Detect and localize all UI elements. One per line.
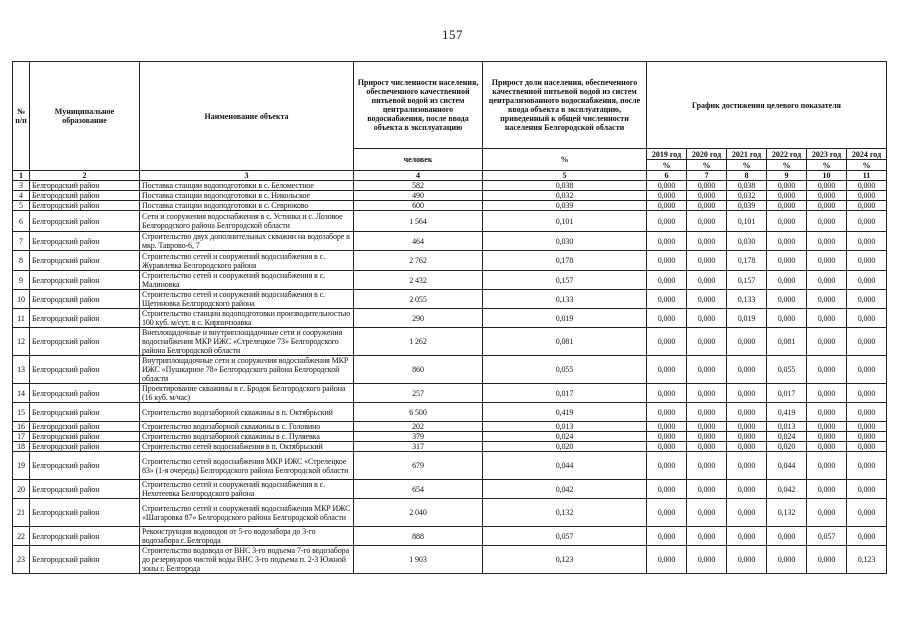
year-value-cell: 0,178 [727,251,767,271]
year-value-cell: 0,000 [687,251,727,271]
population-share-cell: 0,132 [483,499,647,527]
population-growth-cell: 317 [354,442,483,452]
row-number: 18 [13,442,30,452]
row-number: 9 [13,271,30,290]
population-growth-cell: 202 [354,422,483,432]
year-value-cell: 0,000 [687,181,727,191]
year-value-cell: 0,000 [767,201,807,211]
table-row [13,191,887,201]
municipality-cell: Белгородский район [30,403,140,422]
population-share-cell: 0,133 [483,290,647,309]
population-share-cell: 0,081 [483,328,647,356]
population-growth-cell: 888 [354,527,483,546]
year-value-cell: 0,000 [847,452,887,480]
year-value-cell: 0,000 [847,309,887,328]
table-row [13,290,887,309]
year-value-cell: 0,000 [647,403,687,422]
year-value-cell: 0,000 [727,432,767,442]
municipality-cell: Белгородский район [30,191,140,201]
column-number: 6 [647,171,687,181]
year-value-cell: 0,000 [847,191,887,201]
header-year: 2023 год [807,149,847,160]
municipality-cell: Белгородский район [30,384,140,403]
object-name-cell: Строительство сетей и сооружений водоснабжения в с. Нехотеевка Белгородского района [140,480,354,499]
year-value-cell: 0,000 [807,422,847,432]
year-value-cell: 0,000 [847,232,887,251]
population-share-cell: 0,419 [483,403,647,422]
year-value-cell: 0,000 [847,527,887,546]
column-number: 2 [30,171,140,181]
table-row [13,356,887,384]
object-name-cell: Строительство сетей и сооружений водоснабжения в с. Щетиновка Белгородского района [140,290,354,309]
header-population-growth: Прирост численности населения, обеспеченного качественной питьевой водой из систем централизованного водоснабжения, после ввода объекта в эксплуатацию [354,62,483,149]
year-value-cell: 0,000 [767,546,807,574]
table-row [13,403,887,422]
year-value-cell: 0,000 [647,232,687,251]
target-indicator-table [12,61,887,574]
year-value-cell: 0,024 [767,432,807,442]
row-number: 7 [13,232,30,251]
year-value-cell: 0,000 [647,191,687,201]
year-value-cell: 0,000 [767,527,807,546]
year-value-cell: 0,000 [647,309,687,328]
row-number: 8 [13,251,30,271]
row-number: 12 [13,328,30,356]
year-value-cell: 0,000 [687,452,727,480]
year-value-cell: 0,000 [847,328,887,356]
header-unit-percent: % [483,149,647,171]
year-value-cell: 0,000 [687,422,727,432]
year-value-cell: 0,000 [847,432,887,442]
object-name-cell: Внеплощадочные и внутриплощадочные сети и сооружения водоснабжения МКР ИЖС «Стрелецкое 73» Белгородского района Белгородской области [140,328,354,356]
object-name-cell: Строительство сетей водоснабжения МКР ИЖС «Стрелецкое 83» (1-я очередь) Белгородского района Белгородской области [140,452,354,480]
object-name-cell: Строительство водозаборной скважины в с. Пуляевка [140,432,354,442]
year-value-cell: 0,000 [687,384,727,403]
year-value-cell: 0,000 [767,251,807,271]
row-number: 22 [13,527,30,546]
municipality-cell: Белгородский район [30,201,140,211]
column-number: 7 [687,171,727,181]
object-name-cell: Строительство сетей и сооружений водоснабжения в с. Малиновка [140,271,354,290]
year-value-cell: 0,000 [687,191,727,201]
year-value-cell: 0,000 [687,499,727,527]
year-value-cell: 0,000 [767,211,807,232]
population-share-cell: 0,019 [483,309,647,328]
column-number: 1 [13,171,30,181]
row-number: 21 [13,499,30,527]
year-value-cell: 0,000 [687,271,727,290]
population-share-cell: 0,020 [483,442,647,452]
year-value-cell: 0,057 [807,527,847,546]
population-share-cell: 0,032 [483,191,647,201]
population-growth-cell: 860 [354,356,483,384]
population-share-cell: 0,123 [483,546,647,574]
table-row [13,384,887,403]
year-value-cell: 0,000 [767,191,807,201]
header-year: 2022 год [767,149,807,160]
municipality-cell: Белгородский район [30,251,140,271]
population-share-cell: 0,030 [483,232,647,251]
column-number: 11 [847,171,887,181]
object-name-cell: Проектирование скважины в с. Бродок Белгородского района (16 куб. м/час) [140,384,354,403]
year-value-cell: 0,044 [767,452,807,480]
year-value-cell: 0,000 [807,432,847,442]
year-value-cell: 0,000 [647,181,687,191]
table-row [13,480,887,499]
table-row [13,442,887,452]
year-value-cell: 0,000 [687,211,727,232]
population-growth-cell: 1 903 [354,546,483,574]
year-value-cell: 0,000 [647,422,687,432]
year-value-cell: 0,000 [727,499,767,527]
row-number: 14 [13,384,30,403]
object-name-cell: Строительство водозаборной скважины в п. Октябрьский [140,403,354,422]
year-value-cell: 0,000 [807,328,847,356]
population-share-cell: 0,017 [483,384,647,403]
page-number: 157 [442,27,463,42]
object-name-cell: Строительство водозаборной скважины в с. Головино [140,422,354,432]
population-share-cell: 0,157 [483,271,647,290]
year-value-cell: 0,101 [727,211,767,232]
year-value-cell: 0,038 [727,181,767,191]
year-value-cell: 0,000 [727,328,767,356]
year-value-cell: 0,157 [727,271,767,290]
year-value-cell: 0,000 [727,403,767,422]
year-value-cell: 0,000 [847,403,887,422]
year-value-cell: 0,000 [807,290,847,309]
municipality-cell: Белгородский район [30,546,140,574]
year-value-cell: 0,000 [847,384,887,403]
table-body [13,181,887,574]
municipality-cell: Белгородский район [30,480,140,499]
table-row [13,201,887,211]
row-number: 5 [13,201,30,211]
table-row [13,251,887,271]
year-value-cell: 0,000 [807,191,847,201]
population-growth-cell: 2 055 [354,290,483,309]
table-row [13,422,887,432]
population-growth-cell: 464 [354,232,483,251]
population-share-cell: 0,044 [483,452,647,480]
population-growth-cell: 582 [354,181,483,191]
column-number: 4 [354,171,483,181]
municipality-cell: Белгородский район [30,181,140,191]
year-value-cell: 0,000 [687,232,727,251]
year-value-cell: 0,000 [727,422,767,432]
year-value-cell: 0,000 [647,452,687,480]
table-row [13,546,887,574]
column-number: 10 [807,171,847,181]
municipality-cell: Белгородский район [30,271,140,290]
year-value-cell: 0,000 [847,356,887,384]
year-value-cell: 0,000 [647,290,687,309]
header-year: 2020 год [687,149,727,160]
year-value-cell: 0,000 [647,480,687,499]
object-name-cell: Строительство сетей водоснабжения в п. Октябрьский [140,442,354,452]
row-number: 6 [13,211,30,232]
year-value-cell: 0,000 [647,356,687,384]
year-value-cell: 0,000 [727,527,767,546]
table-row [13,432,887,442]
year-value-cell: 0,000 [847,251,887,271]
municipality-cell: Белгородский район [30,328,140,356]
year-value-cell: 0,000 [807,356,847,384]
year-value-cell: 0,030 [727,232,767,251]
year-value-cell: 0,000 [647,527,687,546]
municipality-cell: Белгородский район [30,290,140,309]
header-year-unit: % [847,160,887,171]
column-number-row [13,171,887,181]
municipality-cell: Белгородский район [30,309,140,328]
year-value-cell: 0,000 [727,480,767,499]
year-value-cell: 0,000 [847,422,887,432]
year-value-cell: 0,000 [687,309,727,328]
year-value-cell: 0,000 [807,181,847,191]
table-row [13,527,887,546]
header-municipality: Муниципальное образование [30,62,140,171]
year-value-cell: 0,000 [647,432,687,442]
year-value-cell: 0,000 [647,201,687,211]
column-number: 8 [727,171,767,181]
year-value-cell: 0,000 [807,201,847,211]
header-object-name: Наименование объекта [140,62,354,171]
row-number: 23 [13,546,30,574]
header-year: 2019 год [647,149,687,160]
year-value-cell: 0,123 [847,546,887,574]
header-year-unit: % [687,160,727,171]
year-value-cell: 0,000 [647,499,687,527]
population-growth-cell: 654 [354,480,483,499]
row-number: 11 [13,309,30,328]
row-number: 19 [13,452,30,480]
year-value-cell: 0,055 [767,356,807,384]
year-value-cell: 0,000 [687,403,727,422]
year-value-cell: 0,132 [767,499,807,527]
year-value-cell: 0,042 [767,480,807,499]
year-value-cell: 0,000 [647,271,687,290]
population-share-cell: 0,038 [483,181,647,191]
year-value-cell: 0,000 [807,211,847,232]
row-number: 13 [13,356,30,384]
header-year-unit: % [647,160,687,171]
year-value-cell: 0,000 [807,271,847,290]
year-value-cell: 0,081 [767,328,807,356]
year-value-cell: 0,000 [807,546,847,574]
year-value-cell: 0,000 [767,290,807,309]
population-growth-cell: 290 [354,309,483,328]
year-value-cell: 0,000 [847,499,887,527]
year-value-cell: 0,133 [727,290,767,309]
row-number: 3 [13,181,30,191]
population-growth-cell: 2 762 [354,251,483,271]
population-share-cell: 0,013 [483,422,647,432]
population-share-cell: 0,042 [483,480,647,499]
year-value-cell: 0,000 [767,232,807,251]
year-value-cell: 0,000 [847,211,887,232]
table-row [13,232,887,251]
year-value-cell: 0,000 [647,442,687,452]
year-value-cell: 0,000 [847,201,887,211]
table-row [13,271,887,290]
table-row [13,328,887,356]
population-growth-cell: 600 [354,201,483,211]
object-name-cell: Строительство двух дополнительных скважин на водозаборе в мкр. Таврово-6, 7 [140,232,354,251]
municipality-cell: Белгородский район [30,527,140,546]
year-value-cell: 0,000 [807,309,847,328]
year-value-cell: 0,000 [847,480,887,499]
year-value-cell: 0,017 [767,384,807,403]
municipality-cell: Белгородский район [30,211,140,232]
header-year: 2024 год [847,149,887,160]
column-number: 5 [483,171,647,181]
population-growth-cell: 6 500 [354,403,483,422]
population-share-cell: 0,178 [483,251,647,271]
population-share-cell: 0,057 [483,527,647,546]
year-value-cell: 0,000 [807,384,847,403]
year-value-cell: 0,000 [847,271,887,290]
row-number: 4 [13,191,30,201]
year-value-cell: 0,000 [687,201,727,211]
municipality-cell: Белгородский район [30,452,140,480]
year-value-cell: 0,000 [687,356,727,384]
header-year: 2021 год [727,149,767,160]
year-value-cell: 0,020 [767,442,807,452]
year-value-cell: 0,000 [847,290,887,309]
municipality-cell: Белгородский район [30,422,140,432]
table-row [13,452,887,480]
municipality-cell: Белгородский район [30,432,140,442]
population-growth-cell: 490 [354,191,483,201]
year-value-cell: 0,000 [647,546,687,574]
year-value-cell: 0,000 [767,271,807,290]
header-year-unit: % [767,160,807,171]
year-value-cell: 0,000 [807,251,847,271]
header-year-unit: % [807,160,847,171]
year-value-cell: 0,000 [807,403,847,422]
row-number: 20 [13,480,30,499]
year-value-cell: 0,000 [727,452,767,480]
column-number: 3 [140,171,354,181]
year-value-cell: 0,019 [727,309,767,328]
year-value-cell: 0,000 [847,181,887,191]
header-row-number: № п/п [13,62,30,171]
row-number: 17 [13,432,30,442]
row-number: 15 [13,403,30,422]
year-value-cell: 0,000 [727,356,767,384]
municipality-cell: Белгородский район [30,442,140,452]
population-growth-cell: 1 564 [354,211,483,232]
year-value-cell: 0,000 [807,480,847,499]
year-value-cell: 0,000 [647,328,687,356]
year-value-cell: 0,000 [807,499,847,527]
population-growth-cell: 679 [354,452,483,480]
year-value-cell: 0,000 [727,384,767,403]
header-unit-people: человек [354,149,483,171]
year-value-cell: 0,000 [687,328,727,356]
population-growth-cell: 2 040 [354,499,483,527]
year-value-cell: 0,000 [647,384,687,403]
table-row [13,309,887,328]
header-schedule: График достижения целевого показателя [647,62,887,149]
year-value-cell: 0,000 [807,442,847,452]
population-share-cell: 0,024 [483,432,647,442]
year-value-cell: 0,000 [647,211,687,232]
year-value-cell: 0,000 [847,442,887,452]
year-value-cell: 0,419 [767,403,807,422]
object-name-cell: Поставка станции водоподготовки в с. Севрюково [140,201,354,211]
row-number: 10 [13,290,30,309]
object-name-cell: Строительство сетей и сооружений водоснабжения в с. Журавлевка Белгородского района [140,251,354,271]
year-value-cell: 0,000 [807,232,847,251]
year-value-cell: 0,000 [727,442,767,452]
year-value-cell: 0,000 [807,452,847,480]
year-value-cell: 0,013 [767,422,807,432]
object-name-cell: Строительство сетей и сооружений водоснабжения МКР ИЖС «Шагаровка 87» Белгородского района Белгородской области [140,499,354,527]
year-value-cell: 0,000 [647,251,687,271]
year-value-cell: 0,000 [767,309,807,328]
object-name-cell: Строительство станции водоподготовки производительностью 100 куб. м/сут. в с. Кирпичзоавка [140,309,354,328]
municipality-cell: Белгородский район [30,232,140,251]
object-name-cell: Поставка станции водоподготовки в с. Никольское [140,191,354,201]
year-value-cell: 0,000 [687,480,727,499]
row-number: 16 [13,422,30,432]
table-row [13,181,887,191]
object-name-cell: Сети и сооружения водоснабжения в с. Устинка и с. Лозовое Белгородского района Белгородской области [140,211,354,232]
year-value-cell: 0,000 [687,442,727,452]
year-value-cell: 0,032 [727,191,767,201]
year-value-cell: 0,000 [687,432,727,442]
object-name-cell: Реконструкция водоводов от 5-го водозабора до 3-го водозабора г. Белгорода [140,527,354,546]
population-growth-cell: 379 [354,432,483,442]
object-name-cell: Поставка станции водоподготовки в с. Беломестное [140,181,354,191]
year-value-cell: 0,000 [687,546,727,574]
header-population-share: Прирост доли населения, обеспеченного качественной питьевой водой из систем централизованного водоснабжения, после ввода объекта в эксплуатацию, приведенный к общей численности населения Белгородской области [483,62,647,149]
year-value-cell: 0,039 [727,201,767,211]
population-share-cell: 0,101 [483,211,647,232]
year-value-cell: 0,000 [687,290,727,309]
year-value-cell: 0,000 [727,546,767,574]
population-growth-cell: 1 262 [354,328,483,356]
table-row [13,499,887,527]
population-share-cell: 0,039 [483,201,647,211]
object-name-cell: Строительство водовода от ВНС 3-го подъема 7-го водозабора до резервуаров чистой воды ВНС 3-го подъема п. 2-3 Южной зоны г. Белгорода [140,546,354,574]
year-value-cell: 0,000 [687,527,727,546]
population-share-cell: 0,055 [483,356,647,384]
object-name-cell: Внутриплощадочные сети и сооружения водоснабжения МКР ИЖС «Пушкарное 78» Белгородского района Белгородской области [140,356,354,384]
header-year-unit: % [727,160,767,171]
table-row [13,211,887,232]
column-number: 9 [767,171,807,181]
population-growth-cell: 257 [354,384,483,403]
municipality-cell: Белгородский район [30,499,140,527]
population-growth-cell: 2 432 [354,271,483,290]
municipality-cell: Белгородский район [30,356,140,384]
year-value-cell: 0,000 [767,181,807,191]
